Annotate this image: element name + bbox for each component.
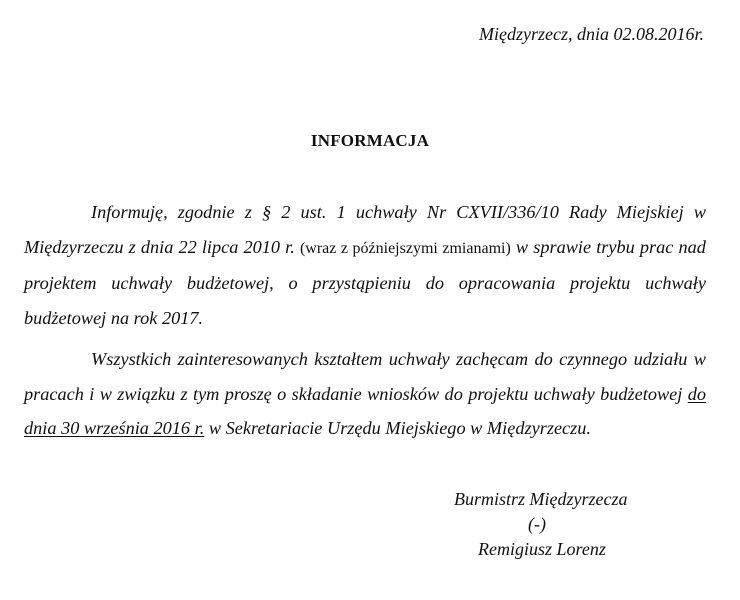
place-and-date: Międzyrzecz, dnia 02.08.2016r.: [479, 24, 704, 44]
paragraph-1-part-b: (wraz z późniejszymi zmianami): [299, 239, 511, 257]
paragraph-2: [24, 342, 706, 446]
signature-mark: (-): [528, 514, 546, 534]
document-title: INFORMACJA: [310, 131, 430, 150]
signature-title: Burmistrz Międzyrzecza: [454, 489, 628, 509]
signature-name: Remigiusz Lorenz: [478, 539, 606, 559]
paragraph-2-part-a: Wszystkich zainteresowanych kształtem uchwały zachęcam do czynnego udziału w pracach i w związku z tym proszę o składanie wniosków do projektu uchwały budżetowej: [24, 349, 706, 404]
paragraph-1-part-a: Informuję, zgodnie z § 2 ust. 1 uchwały Nr CXVII/336/10 Rady Miejskiej w Międzyrzeczu z dnia 22 lipca 2010 r.: [24, 202, 706, 257]
paragraph-1-part-c: w sprawie trybu prac nad projektem uchwały budżetowej, o przystąpieniu do opracowania projektu uchwały budżetowej na rok 2017.: [24, 236, 706, 328]
signature-block: [440, 487, 680, 562]
paragraph-1: [24, 195, 706, 335]
paragraph-2-part-c: w Sekretariacie Urzędu Miejskiego w Międzyrzeczu.: [208, 418, 591, 438]
deadline-date: do dnia 30 września 2016 r.: [24, 383, 706, 438]
